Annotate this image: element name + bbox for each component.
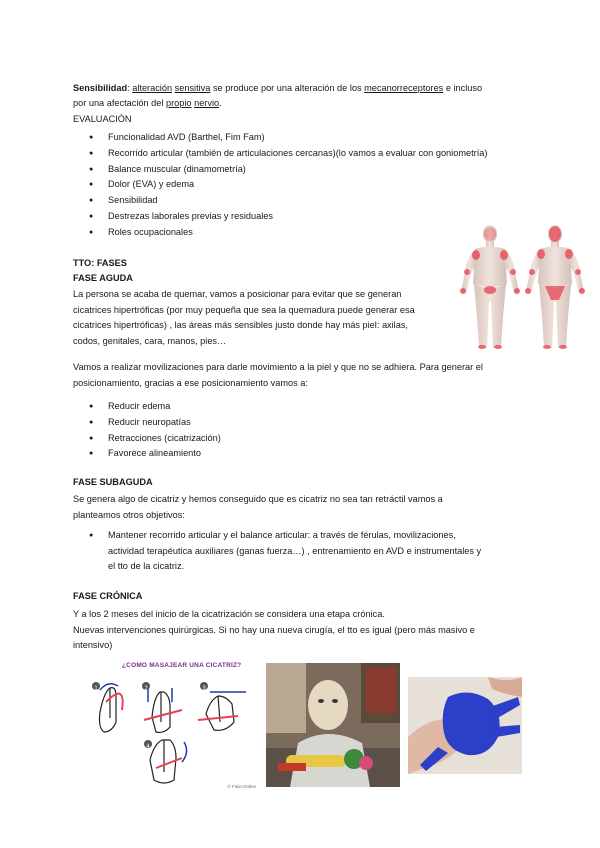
- text-line: posicionamiento, gracias a ese posicionamiento vamos a:: [73, 377, 308, 388]
- pressure-mask-patient-photo: [266, 663, 400, 787]
- list-item: ● Dolor (EVA) y edema: [73, 177, 543, 193]
- text-run: .: [219, 98, 222, 108]
- burn-areas-body-diagram: [455, 222, 590, 354]
- sensibilidad-label: Sensibilidad: [73, 83, 128, 93]
- compression-glove-photo: [408, 677, 522, 774]
- text-line: codos, genitales, cara, manos, pies…: [73, 336, 227, 347]
- step-number: 4: [146, 744, 150, 750]
- text-line: intensivo): [73, 640, 113, 651]
- massage-figure-title: ¿CÓMO MASAJEAR UNA CICATRIZ?: [122, 662, 242, 669]
- text-run: se produce por una alteración de los: [210, 83, 365, 93]
- list-item: ● Retracciones (cicatrización): [73, 431, 473, 447]
- step-number: 1: [94, 686, 98, 692]
- movilizaciones-paragraph: [73, 360, 533, 391]
- list-item: ● Favorece alineamiento: [73, 446, 473, 462]
- text-line: La persona se acaba de quemar, vamos a posicionar para evitar que se generan: [73, 289, 402, 299]
- step-number: 3: [202, 686, 206, 692]
- text-line: actividad terapéutica auxiliares (ganas fuerza…) , entrenamiento en AVD e instrumentales y: [108, 545, 482, 556]
- hand-massage-icon: [86, 662, 258, 790]
- tto-heading: TTO: FASES: [73, 258, 127, 268]
- glove-photo-illustration: [408, 677, 522, 774]
- text-line: cicatrices hipertróficas) , las áreas más sensibles justo donde hay más piel: axilas,: [73, 320, 408, 331]
- sensibilidad-line-2: [73, 96, 533, 111]
- list-item: ● Destrezas laborales previas y residuales: [73, 209, 543, 225]
- sensibilidad-paragraph: [73, 81, 533, 111]
- scar-massage-figure: [86, 662, 258, 790]
- fase-cronica-paragraph: [73, 607, 533, 654]
- text-run: e incluso: [443, 83, 483, 93]
- fase-aguda-heading: FASE AGUDA: [73, 273, 133, 283]
- list-item: ● Reducir neuropatías: [73, 415, 473, 431]
- underlined-word: mecanorreceptores: [364, 83, 444, 93]
- underlined-word: alteración: [132, 83, 173, 93]
- text-line: Vamos a realizar movilizaciones para darle movimiento a la piel y que no se adhiera. Para generar el: [73, 362, 483, 372]
- text-line: Mantener recorrido articular y el balance articular: a través de férulas, movilizaciones,: [108, 530, 456, 540]
- step-number: 2: [144, 686, 148, 692]
- list-item: ● Balance muscular (dinamometría): [73, 162, 543, 178]
- text-line: Se genera algo de cicatriz y hemos conseguido que es cicatriz no sea tan retráctil vamos a: [73, 494, 443, 504]
- fase-aguda-goals-list: [73, 399, 473, 462]
- underlined-word: sensitiva: [174, 83, 211, 93]
- list-item: ● Funcionalidad AVD (Barthel, Fim Fam): [73, 130, 543, 146]
- colon: :: [127, 83, 133, 93]
- list-item: ● Recorrido articular (también de articulaciones cercanas)(lo vamos a evaluar con goniometría): [73, 146, 543, 162]
- list-item: [73, 528, 543, 575]
- figure-credit: © Fisio-Online: [227, 784, 256, 789]
- fase-subaguda-list: [73, 528, 543, 575]
- fase-cronica-heading: FASE CRÓNICA: [73, 591, 143, 601]
- text-run: por una afectación del: [73, 98, 166, 108]
- sensibilidad-line-1: [73, 81, 533, 96]
- text-line: el tto de la cicatriz.: [108, 561, 185, 571]
- patient-photo-illustration: [266, 663, 400, 787]
- text-line: Nuevas intervenciones quirúrgicas. Si no hay una nueva cirugía, el tto es igual (pero más masivo e: [73, 624, 475, 635]
- evaluacion-heading: EVALUACIÓN: [73, 114, 132, 124]
- fase-subaguda-paragraph: [73, 492, 533, 523]
- list-item: ● Sensibilidad: [73, 193, 543, 209]
- list-item: ● Reducir edema: [73, 399, 473, 415]
- text-line: planteamos otros objetivos:: [73, 509, 185, 520]
- fase-aguda-paragraph: [73, 287, 453, 350]
- underlined-word: propio: [165, 98, 192, 108]
- fase-subaguda-heading: FASE SUBAGUDA: [73, 477, 153, 487]
- text-line: cicatrices hipertróficas (por muy pequeña que sea la quemadura puede generar esa: [73, 304, 415, 315]
- body-figures-icon: [455, 222, 590, 354]
- underlined-word: nervio: [194, 98, 220, 108]
- list-item: ● Roles ocupacionales: [73, 225, 543, 241]
- text-line: Y a los 2 meses del inicio de la cicatrización se considera una etapa crónica.: [73, 609, 385, 619]
